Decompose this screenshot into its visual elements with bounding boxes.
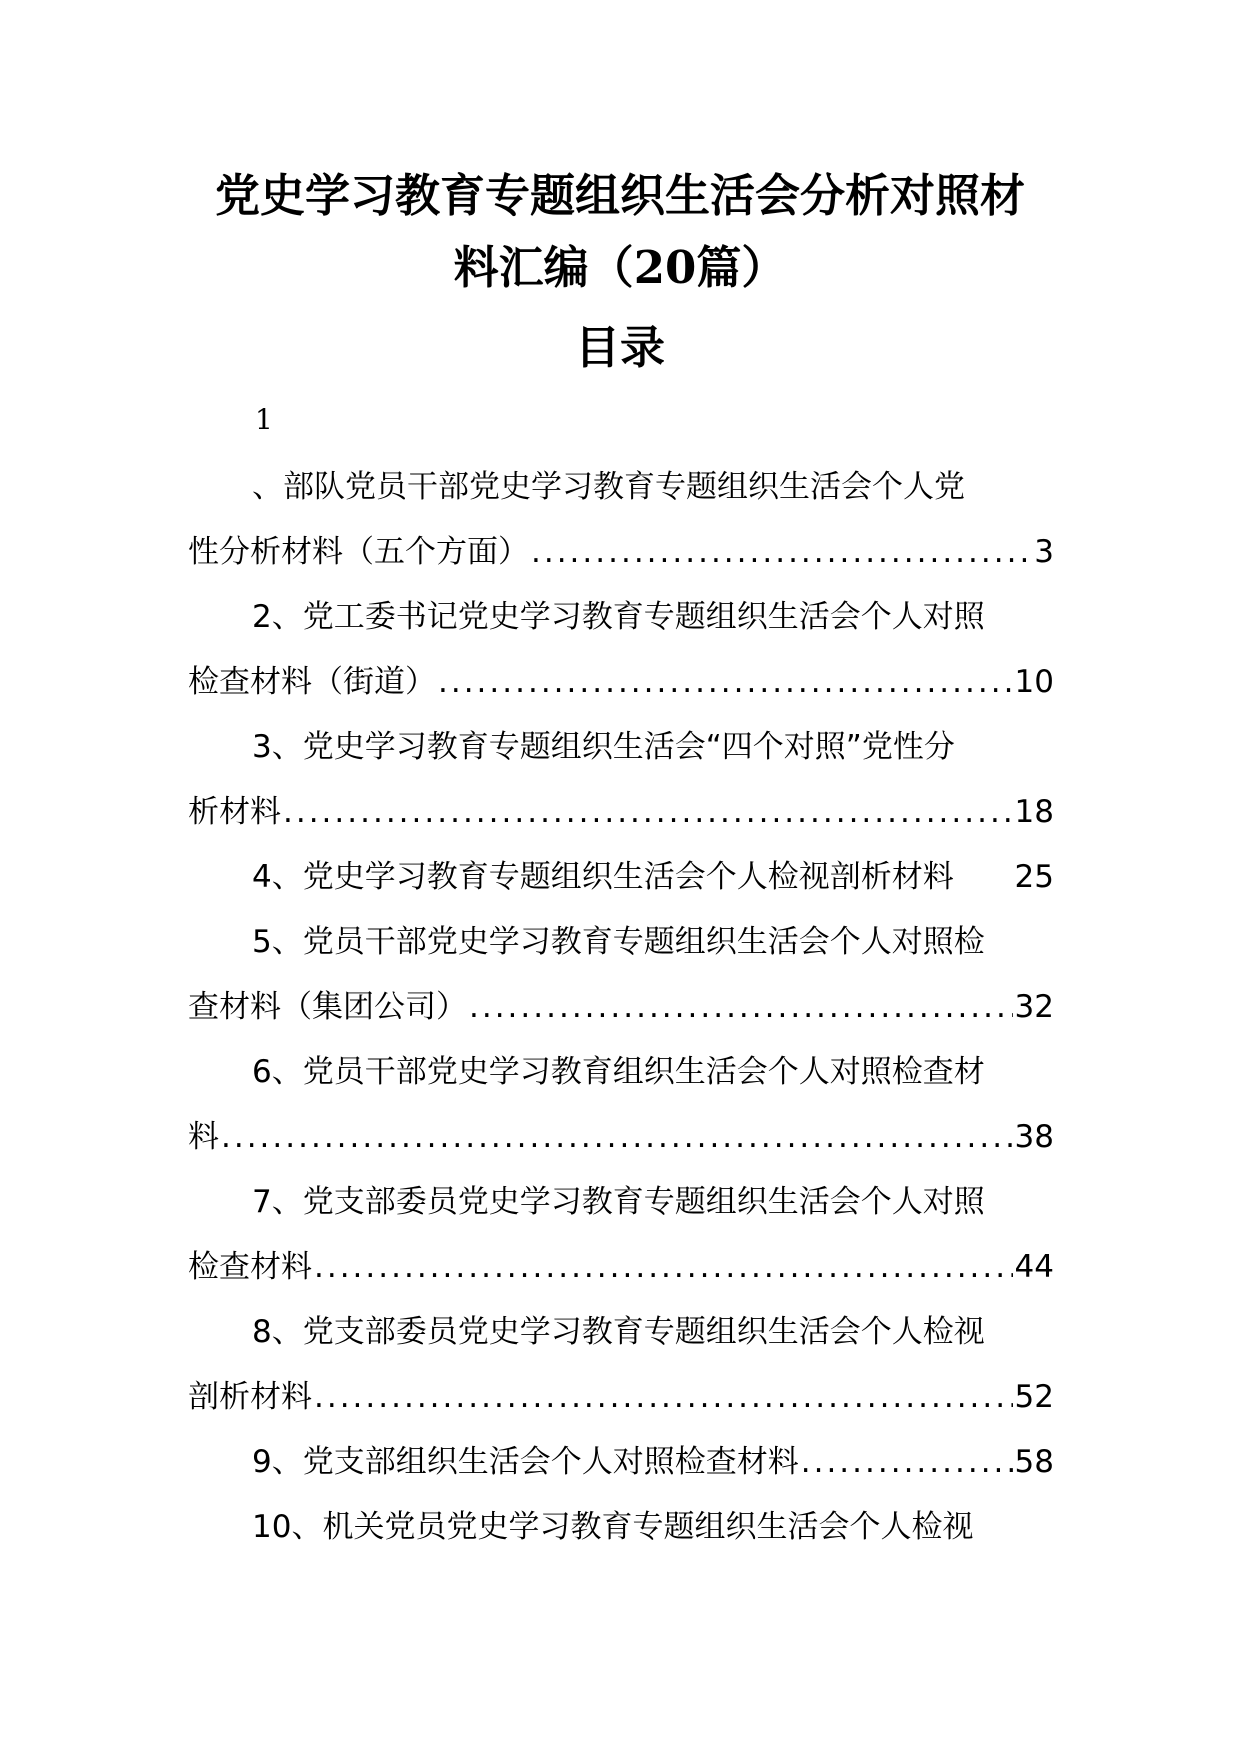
toc-entry-5-line-1[interactable] <box>188 910 1054 975</box>
toc-entry-text: 8、党支部委员党史学习教育专题组织生活会个人检视 <box>252 1314 985 1350</box>
toc-entry-4-line-1[interactable] <box>188 845 1054 910</box>
toc-entry-text: 6、党员干部党史学习教育组织生活会个人对照检查材 <box>252 1054 985 1090</box>
dot-leader <box>801 1430 1013 1495</box>
toc-page-number: 32 <box>1014 989 1054 1025</box>
toc-entry-text: 4、党史学习教育专题组织生活会个人检视剖析材料 <box>252 859 954 895</box>
toc-entry-9-line-1[interactable] <box>188 1430 1054 1495</box>
dot-leader <box>469 975 1013 1040</box>
toc-entry-text: 9、党支部组织生活会个人对照检查材料 <box>252 1444 799 1480</box>
toc-entry-2-line-2[interactable] <box>188 650 1054 715</box>
toc-entry-text: 检查材料（街道） <box>188 664 436 700</box>
toc-entry-text: 、部队党员干部党史学习教育专题组织生活会个人党 <box>252 469 965 505</box>
toc-entry-text: 检查材料 <box>188 1249 312 1285</box>
toc-entry-text: 性分析材料（五个方面） <box>188 534 529 570</box>
toc-entry-7-line-2[interactable] <box>188 1235 1054 1300</box>
dot-leader <box>314 1365 1013 1430</box>
title-line-2-suffix: 篇） <box>696 241 787 294</box>
list-number: 1 <box>255 403 273 436</box>
toc-page-number: 58 <box>1014 1444 1054 1480</box>
dot-leader <box>221 1105 1013 1170</box>
dot-leader <box>314 1235 1013 1300</box>
toc-page-number: 25 <box>1014 859 1054 895</box>
toc-entry-3-line-2[interactable] <box>188 780 1054 845</box>
dot-leader <box>531 520 1032 585</box>
dot-leader <box>438 650 1013 715</box>
document-title <box>160 160 1080 304</box>
toc-entry-8-line-1[interactable] <box>188 1300 1054 1365</box>
table-of-contents <box>188 455 1054 1560</box>
title-line-2-prefix: 料汇编（ <box>453 241 634 294</box>
toc-entry-text: 剖析材料 <box>188 1379 312 1415</box>
toc-heading: 目录 <box>574 321 665 374</box>
toc-entry-5-line-2[interactable] <box>188 975 1054 1040</box>
toc-entry-1-line-2[interactable] <box>188 520 1054 585</box>
title-line-2 <box>160 232 1080 304</box>
toc-entry-text: 5、党员干部党史学习教育专题组织生活会个人对照检 <box>252 924 985 960</box>
toc-entry-10-line-1[interactable] <box>188 1495 1054 1560</box>
title-line-1: 党史学习教育专题组织生活会分析对照材 <box>214 169 1025 222</box>
toc-entry-text: 料 <box>188 1119 219 1155</box>
toc-entry-8-line-2[interactable] <box>188 1365 1054 1430</box>
toc-entry-1-line-1[interactable] <box>188 455 1054 520</box>
toc-page-number: 38 <box>1014 1119 1054 1155</box>
title-count: 20 <box>633 241 697 294</box>
toc-page-number: 18 <box>1014 794 1054 830</box>
toc-page-number: 44 <box>1014 1249 1054 1285</box>
toc-entry-text: 2、党工委书记党史学习教育专题组织生活会个人对照 <box>252 599 985 635</box>
toc-entry-text: 析材料 <box>188 794 281 830</box>
toc-entry-text: 7、党支部委员党史学习教育专题组织生活会个人对照 <box>252 1184 985 1220</box>
toc-entry-text: 10、机关党员党史学习教育专题组织生活会个人检视 <box>252 1509 974 1545</box>
toc-entry-6-line-2[interactable] <box>188 1105 1054 1170</box>
toc-entry-3-line-1[interactable] <box>188 715 1054 780</box>
toc-page-number: 3 <box>1034 534 1054 570</box>
dot-leader <box>283 780 1013 845</box>
toc-entry-2-line-1[interactable] <box>188 585 1054 650</box>
toc-entry-6-line-1[interactable] <box>188 1040 1054 1105</box>
toc-page-number: 52 <box>1014 1379 1054 1415</box>
toc-entry-text: 3、党史学习教育专题组织生活会“四个对照”党性分 <box>252 729 955 765</box>
toc-page-number: 10 <box>1014 664 1054 700</box>
toc-entry-text: 查材料（集团公司） <box>188 989 467 1025</box>
toc-entry-7-line-1[interactable] <box>188 1170 1054 1235</box>
